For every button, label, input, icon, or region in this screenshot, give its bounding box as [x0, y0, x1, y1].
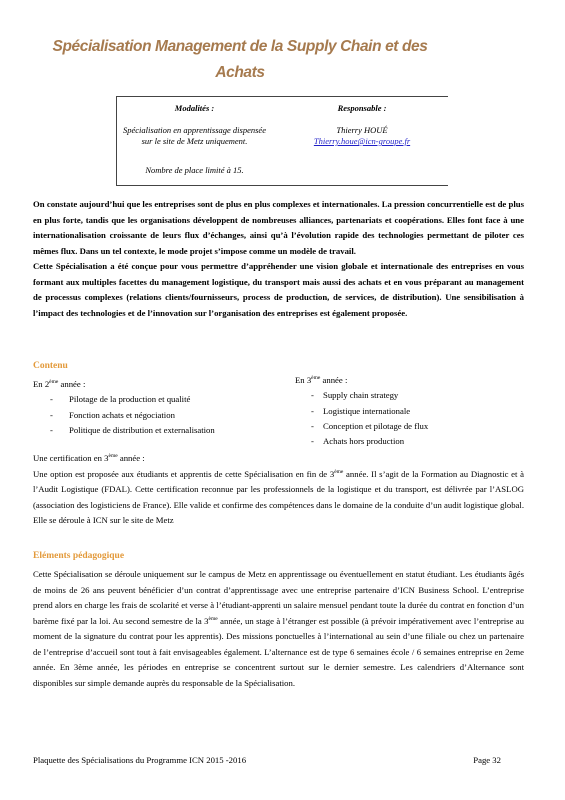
elements-text-b: année, un stage à l’étranger est possible (à prévoir impérativement avec l’entreprise au moment de la signature du contrat pour les apprentis). Des missions ponctuelles à l’international au sein d’une filiale ou chez un partenaire de l’entreprise d’accueil sont tout à fait envisageables également. L’alternance est de type 6 semaines école / 6 semaines entreprise en 2eme année. En 3ème année, les périodes en entreprise se concentrent surtout sur le dernier semestre. Les calendriers d’Alternance sont disponibles sur simple demande auprès du responsable de la Spécialisation. [33, 615, 524, 688]
list-item: - Logistique internationale [295, 404, 535, 419]
year-2-sup: ème [49, 379, 59, 386]
modalites-column [117, 103, 272, 176]
certification-block [33, 451, 524, 529]
page-title: Spécialisation Management de la Supply Chain et des Achats [52, 38, 428, 81]
certification-heading [33, 451, 524, 467]
page-footer [33, 755, 501, 765]
elements-paragraph [33, 567, 524, 691]
elements-text-a: Cette Spécialisation se déroule uniquement sur le campus de Metz en apprentissage ou éventuellement en statut étudiant. Les étudiants âgés de moins de 26 ans peuvent bénéficier d’un contrat d’apprentissage avec une entreprise partenaire d’ICN Business School. L’entreprise prend alors en charge les frais de scolarité et verse à l’étudiant-apprenti un salaire mensuel pendant toute la durée du contrat en fonction d’un barème fixé par la loi. Au second semestre de la 3 [33, 569, 524, 626]
elements-block [33, 567, 524, 691]
year-2-list [33, 392, 283, 438]
certification-text [33, 467, 524, 529]
intro-text [33, 197, 524, 321]
modalites-places: Nombre de place limité à 15. [145, 165, 244, 175]
year-2-suffix: année : [58, 379, 86, 389]
elements-heading: Eléments pédagogique [33, 551, 125, 561]
modalites-box [116, 96, 448, 186]
year-2-heading [33, 377, 283, 392]
certification-text-sup: ème [334, 468, 344, 475]
certification-sup: ème [108, 453, 118, 460]
year-3-suffix: année : [320, 375, 348, 385]
certification-suffix: année : [117, 453, 145, 463]
intro-paragraph-2: Cette Spécialisation a été conçue pour vous permettre d’appréhender une vision globale et internationale des entreprises en vous formant aux multiples facettes du management logistique, du transport mais aussi des achats et en vous préparant au management de processus complexes (relations clients/fournisseurs, process de production, de services, de distribution). Une sensibilisation à l’impact des technologies et de l’innovation sur l’organisation des entreprises est également proposée. [33, 261, 524, 318]
page-number: Page 32 [473, 755, 501, 765]
year-2-prefix: En 2 [33, 379, 50, 389]
year-3-heading [295, 373, 535, 388]
list-item: - Supply chain strategy [295, 388, 535, 403]
list-item: - Fonction achats et négociation [33, 408, 283, 423]
year-3-sup: ème [311, 375, 321, 382]
modalites-text: Spécialisation en apprentissage dispensée sur le site de Metz uniquement. [123, 125, 266, 146]
certification-prefix: Une certification en 3 [33, 453, 109, 463]
list-item: - Achats hors production [295, 434, 535, 449]
footer-title: Plaquette des Spécialisations du Programme ICN 2015 -2016 [33, 755, 247, 765]
list-item: - Politique de distribution et externalisation [33, 423, 283, 438]
responsable-column [277, 103, 447, 147]
contenu-heading: Contenu [33, 361, 68, 371]
modalites-heading: Modalités : [174, 103, 215, 113]
responsable-name: Thierry HOUÉ [336, 125, 388, 135]
certification-text-b: année. Il s’agit de la Formation au Diagnostic et à l’Audit Logistique (FDAL). Cette certification reconnue par les professionnels de la logistique et du transport, est délivrée par l’ASLOG (association des logisticiens de France). Elle valide et confirme des compétences dans le domaine de la conduite d’un audit logistique global. Elle se déroule à ICN sur le site de Metz [33, 468, 524, 525]
elements-text-sup: ème [208, 615, 218, 622]
year-3-column [295, 373, 535, 449]
year-2-column [33, 377, 283, 438]
list-item: - Pilotage de la production et qualité [33, 392, 283, 407]
responsable-email-link[interactable]: Thierry.houe@icn-groupe.fr [313, 136, 411, 146]
year-3-prefix: En 3 [295, 375, 312, 385]
intro-paragraph-1: On constate aujourd’hui que les entreprises sont de plus en plus complexes et internationales. La pression concurrentielle est de plus en plus forte, tandis que les organisations développent de nombreuses alliances, partenariats et coopérations. Elles font face à une internationalisation croissante de leurs flux d’échanges, ainsi qu’à l’évolution rapide des technologies permettant de piloter ces mêmes flux. Dans un tel contexte, le mode projet s’impose comme un modèle de travail. [33, 199, 524, 256]
certification-text-a: Une option est proposée aux étudiants et apprentis de cette Spécialisation en fin de 3 [33, 468, 335, 479]
list-item: - Conception et pilotage de flux [295, 419, 535, 434]
responsable-heading: Responsable : [337, 103, 387, 113]
year-3-list [295, 388, 535, 449]
